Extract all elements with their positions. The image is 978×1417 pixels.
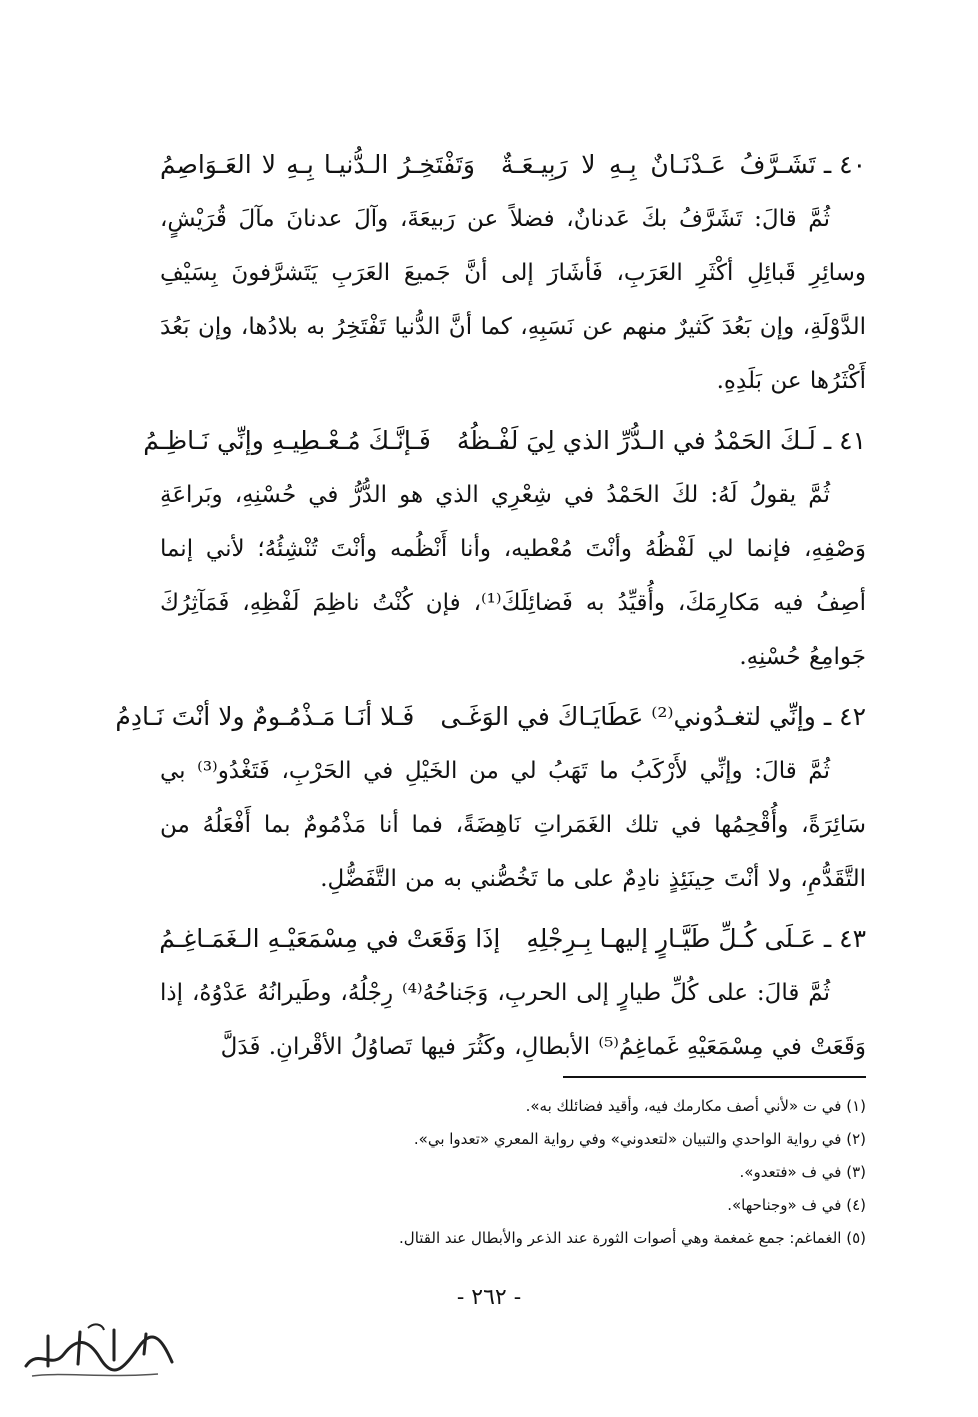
verse-number: ٤٣ ـ: [823, 924, 866, 953]
verse-second-hemistich: إذَا وَقَعَتْ في مِسْمَعَيْـهِ الـغَمَـاغِـمُ: [159, 924, 501, 953]
stamp-calligraphy-icon: [18, 1318, 178, 1384]
verse-number: ٤١ ـ: [823, 426, 866, 455]
verse-43: [160, 912, 866, 966]
verse-41: [143, 414, 866, 468]
verse-first-hemistich: وإنِّي لتغـدُوني⁽²⁾ عَطَايَـاكَ في الوَغَـى: [440, 702, 816, 731]
verse-number: ٤٢ ـ: [823, 702, 866, 731]
library-stamp-logo: [18, 1318, 178, 1384]
commentary-paragraph: ثُمَّ قالَ: وإنِّي لأَرْكَبُ ما تَهَبُ لي من الخَيْلِ في الحَرْبِ، فَتَغْدُو⁽³⁾ بي سَائِرَةً، وأُقْحِمُها في تلك الغَمَراتِ نَاهِضَةً، فما أنا مَذْمُومٌ بما أَفْعَلُهُ من التَّقَدُّمِ، ولا أنْتَ حِينَئِذٍ نادِمٌ على ما تَخُصُّني به من التَّفَضُّلِ.: [160, 758, 866, 892]
footnote-divider: [563, 1076, 866, 1078]
verse-number: ٤٠ ـ: [823, 150, 866, 179]
commentary-paragraph: ثُمَّ يقولُ لَهُ: لكَ الحَمْدُ في شِعْرِي الذي هو الدُّرُّ في حُسْنِهِ، وبَراعَةِ وَصْفِهِ، فإنما لي لَفْظُهُ وأنْتَ مُعْطيه، وأنا أَنْظُمه وأنْتَ تُنْشِئُهُ؛ لأني إنما أصِفُ فيه مَكارِمَكَ، وأُقيِّدُ به فَضائِلَكَ⁽¹⁾، فإن كُنْتُ ناظِمَ لَفْظِهِ، فَمَآثِرُكَ جَوامِعُ حُسْنِهِ.: [160, 482, 866, 670]
page-number: - ٢٦٢ -: [456, 1285, 522, 1310]
verse-first-hemistich: عَـلَى كُـلِّ طَيَّـارٍ إليهـا بِـرِجْلِهِ: [526, 924, 816, 953]
verse-second-hemistich: فَـإنَّـكَ مُـعْـطِيـهِ وإنِّي نَـاظِـمُ: [143, 426, 431, 455]
verse-first-hemistich: لَـكَ الحَمْدُ في الـدُّرِّ الذي لِيَ لَفْـظُهُ: [456, 426, 816, 455]
footnote-5: (٥) الغماغم: جمع غمغمة وهي أصوات الثورة عند الذعر والأبطال عند القتال.: [399, 1229, 866, 1247]
commentary-paragraph: ثُمَّ قالَ: تَشَرَّفُ بكَ عَدنانٌ، فضلاً عن رَبيعَةَ، وآلَ عدنانَ مآلَ قُرَيْشٍ، وسائِرِ قَبائِلِ أكْثَرِ العَرَبِ، فَأشَارَ إلى أنَّ جَميعَ العَرَبِ يَتَشرَّفونَ بِسَيْفِ الدَّوْلَةِ، وإن بَعُدَ كَثيرٌ منهم عن نَسَبِهِ، كما أنَّ الدُّنيا تَفْتَخِرُ به بلادُها، وإن بَعُدَ أَكْثَرُها عن بَلَدِهِ.: [160, 206, 866, 394]
footnote-2: (٢) في رواية الواحدي والتبيان «لتعدوني» وفي رواية المعري «تعدوا بي».: [413, 1130, 866, 1148]
verse-40: [160, 138, 866, 192]
verse-42: [115, 690, 866, 744]
verse-second-hemistich: وَتَفْتَخِـرُ الـدُّنيـا بِـهِ لا العَـوَاصِمُ: [159, 150, 475, 179]
verse-first-hemistich: تَشَـرَّفُ عَـدْنَـانٌ بِـهِ لا رَبِيـعَـةٌ: [500, 150, 816, 179]
footnote-3: (٣) في ف «فتعدو».: [739, 1163, 866, 1181]
commentary-paragraph: ثُمَّ قالَ: على كُلِّ طيارٍ إلى الحربِ، وَجَناحُهُ⁽⁴⁾ رِجْلُهُ، وطَيرانُهُ عَدْوُهُ، إذا وَقَعَتْ في مِسْمَعَيْهِ غَماغِمُ⁽⁵⁾ الأبطالِ، وكَثُرَ فيها تَصاوُلُ الأقْرانِ. فَدَلَّ: [160, 980, 866, 1060]
main-text: [115, 138, 866, 1080]
verse-second-hemistich: فَـلا أنَـا مَـذْمُـومٌ ولا أنْتَ نَـادِمُ: [115, 702, 415, 731]
footnote-4: (٤) في ف «وجناحها».: [727, 1196, 866, 1214]
footnote-1: (١) في ت «لأني أصف مكارمك فيه، وأقيد فضائلك به».: [525, 1097, 866, 1115]
footnotes: [160, 1090, 866, 1255]
